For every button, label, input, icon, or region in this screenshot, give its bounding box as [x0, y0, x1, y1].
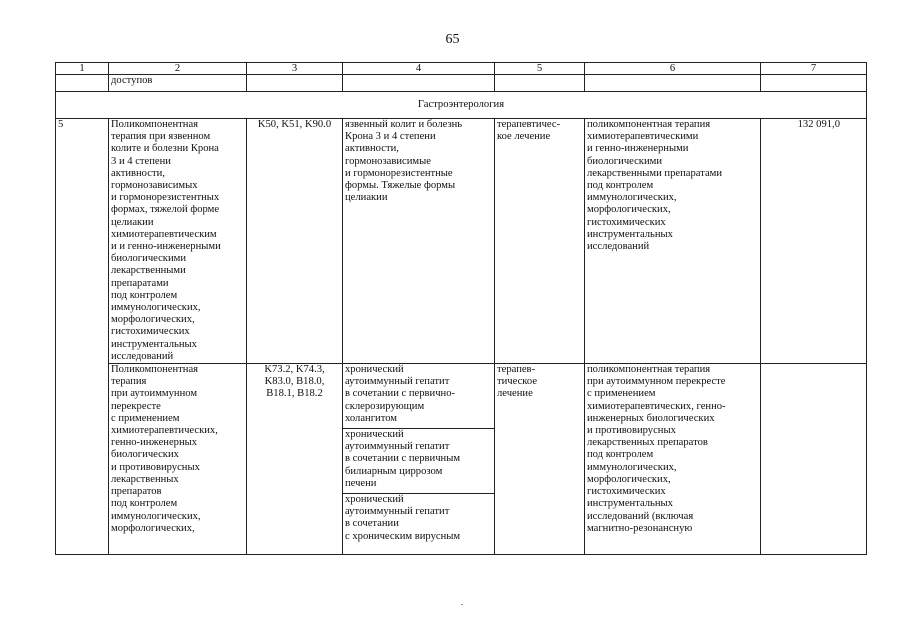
text-line: биологическими — [587, 155, 662, 167]
continuation-cell — [343, 75, 495, 92]
text-line: и гормонорезистентные — [345, 167, 453, 179]
text-line: с применением — [111, 412, 180, 424]
text-line: иммунологических, — [111, 510, 201, 522]
text-line: гистохимических — [587, 486, 666, 498]
text-line: K73.2, K74.3, — [264, 364, 325, 376]
text-line: препаратов — [111, 486, 162, 498]
header-cell: 7 — [761, 63, 867, 75]
text-line: целиакии — [111, 216, 154, 228]
text-line: B18.1, B18.2 — [266, 388, 323, 400]
text-line: исследований — [587, 241, 650, 253]
standard-cost-empty — [761, 364, 867, 555]
text-line: иммунологических, — [111, 302, 201, 314]
text-line: терапия — [111, 376, 147, 388]
text-line: при аутоиммунном — [111, 388, 198, 400]
text-line: терапев- — [497, 364, 536, 376]
text-line: химиотерапевтических, генно- — [587, 400, 726, 412]
text-line: поликомпонентная терапия — [587, 119, 711, 130]
text-line: лекарственных препаратов — [587, 437, 708, 449]
text-line: склерозирующим — [345, 400, 425, 412]
text-line: целиакии — [345, 192, 388, 204]
continuation-row — [56, 75, 867, 92]
header-cell: 4 — [343, 63, 495, 75]
treatment-method — [585, 119, 761, 364]
text-line: аутоиммунный гепатит — [345, 376, 450, 388]
text-line: аутоиммунный гепатит — [345, 441, 450, 453]
text-line: печени — [345, 477, 377, 489]
text-line: препаратами — [111, 277, 169, 289]
diagnosis-model — [343, 429, 494, 494]
continuation-cell — [761, 75, 867, 92]
text-line: перекресте — [111, 400, 161, 412]
text-line: хронический — [345, 429, 404, 441]
text-line: в сочетании с первично- — [345, 388, 456, 400]
text-line: и гормонорезистентных — [111, 192, 220, 204]
text-line: морфологических, — [587, 473, 671, 485]
text-line: хронический — [345, 364, 404, 376]
text-line: исследований — [111, 350, 174, 362]
continuation-cell — [495, 75, 585, 92]
icd-codes — [247, 364, 343, 555]
text-line: под контролем — [111, 498, 178, 510]
text-line: морфологических, — [111, 314, 195, 326]
diagnosis-model-group — [343, 364, 495, 555]
text-line: кое лечение — [497, 131, 551, 143]
text-line: активности, — [111, 167, 165, 179]
text-line: инструментальных — [587, 498, 673, 510]
header-row — [56, 63, 867, 75]
text-line: гистохимических — [111, 326, 190, 338]
text-line: гистохимических — [587, 216, 666, 228]
continuation-cell — [247, 75, 343, 92]
care-type-name — [109, 364, 247, 555]
section-row — [56, 92, 867, 119]
standard-cost: 132 091,0 — [761, 119, 867, 364]
row-number: 5 — [56, 119, 109, 555]
text-line: биологических — [111, 449, 179, 461]
text-line: билиарным циррозом — [345, 465, 443, 477]
text-line: магнитно-резонансную — [587, 522, 693, 534]
text-line: морфологических, — [111, 522, 195, 534]
scan-speck — [461, 604, 463, 605]
text-line: иммунологических, — [587, 461, 677, 473]
continuation-cell — [56, 75, 109, 92]
table-row — [56, 119, 867, 364]
text-line: K83.0, B18.0, — [264, 376, 325, 388]
text-line: инструментальных — [111, 338, 197, 350]
text-line: колите и болезни Крона — [111, 143, 219, 155]
text-line: под контролем — [587, 449, 654, 461]
treatment-method — [585, 364, 761, 555]
text-line: биологическими — [111, 253, 186, 265]
header-cell: 5 — [495, 63, 585, 75]
header-cell: 3 — [247, 63, 343, 75]
text-line: лекарственными — [111, 265, 186, 277]
text-line: лекарственных — [111, 473, 179, 485]
text-line: Поликомпонентная — [111, 364, 199, 376]
text-line: химиотерапевтических, — [111, 425, 218, 437]
header-cell: 2 — [109, 63, 247, 75]
care-type-name — [109, 119, 247, 364]
text-line: активности, — [345, 143, 399, 155]
text-line: под контролем — [111, 289, 178, 301]
text-line: в сочетании с первичным — [345, 453, 461, 465]
diagnosis-model — [343, 494, 494, 554]
text-line: лекарственными препаратами — [587, 167, 723, 179]
text-line: химиотерапевтическими — [587, 131, 699, 143]
text-line: лечение — [497, 388, 533, 400]
diagnosis-model — [343, 119, 495, 364]
text-line: и генно-инженерными — [587, 143, 689, 155]
text-line: с хроническим вирусным — [345, 530, 461, 542]
text-line: терапия при язвенном — [111, 131, 211, 143]
medical-care-table — [55, 62, 867, 555]
diagnosis-model — [343, 364, 494, 429]
text-line: с применением — [587, 388, 656, 400]
text-line: под контролем — [587, 180, 654, 192]
text-line: и и генно-инженерными — [111, 241, 221, 253]
text-line: инженерных биологических — [587, 412, 715, 424]
text-line: при аутоиммунном перекресте — [587, 376, 726, 388]
table-row — [56, 364, 867, 555]
text-line: Крона 3 и 4 степени — [345, 131, 436, 143]
text-line: инструментальных — [587, 228, 673, 240]
text-line: Поликомпонентная — [111, 119, 199, 130]
text-line: в сочетании — [345, 518, 399, 530]
page-number: 65 — [445, 32, 460, 47]
treatment-type — [495, 119, 585, 364]
text-line: иммунологических, — [587, 192, 677, 204]
text-line: морфологических, — [587, 204, 671, 216]
text-line: формы. Тяжелые формы — [345, 180, 456, 192]
text-line: исследований (включая — [587, 510, 694, 522]
text-line: химиотерапевтическим — [111, 228, 217, 240]
text-line: язвенный колит и болезнь — [345, 119, 463, 130]
text-line: аутоиммунный гепатит — [345, 506, 450, 518]
text-line: гормонозависимых — [111, 180, 198, 192]
text-line: терапевтичес- — [497, 119, 561, 130]
text-line: гормонозависимые — [345, 155, 431, 167]
text-line: тическое — [497, 376, 538, 388]
icd-codes: K50, K51, K90.0 — [247, 119, 343, 364]
section-title: Гастроэнтерология — [56, 92, 867, 119]
continuation-text: доступов — [109, 75, 247, 92]
text-line: хронический — [345, 494, 404, 506]
text-line: формах, тяжелой форме — [111, 204, 220, 216]
text-line: холангитом — [345, 412, 398, 424]
treatment-type — [495, 364, 585, 555]
continuation-cell — [585, 75, 761, 92]
header-cell: 1 — [56, 63, 109, 75]
text-line: поликомпонентная терапия — [587, 364, 711, 376]
text-line: и противовирусных — [587, 425, 676, 437]
text-line: генно-инженерных — [111, 437, 198, 449]
text-line: и противовирусных — [111, 461, 200, 473]
header-cell: 6 — [585, 63, 761, 75]
text-line: 3 и 4 степени — [111, 155, 171, 167]
